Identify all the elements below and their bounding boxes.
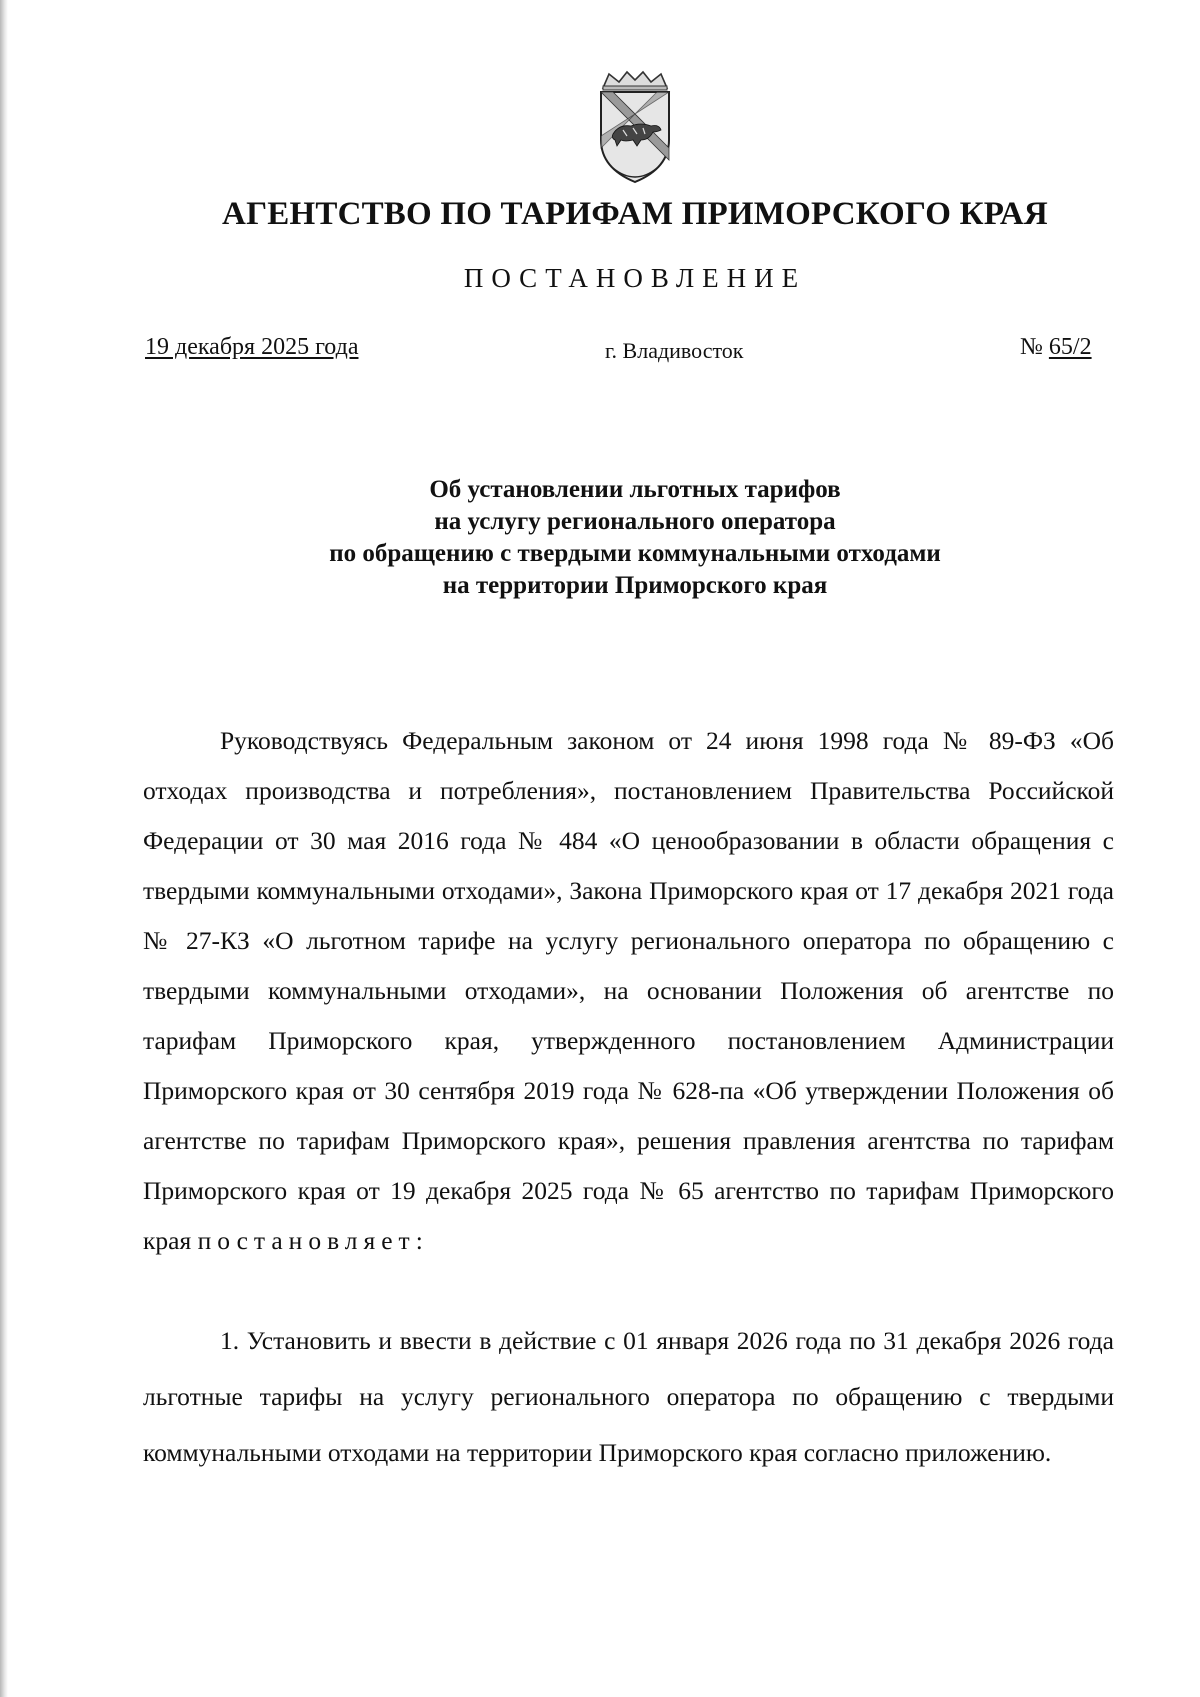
subject-line: на территории Приморского края: [442, 572, 828, 599]
organization-title: АГЕНТСТВО ПО ТАРИФАМ ПРИМОРСКОГО КРАЯ: [222, 196, 1048, 232]
document-number: [1020, 334, 1092, 361]
clause-1: 1. Установить и ввести в действие с 01 января 2026 года по 31 декабря 2026 года льготные тарифы на услугу регионального оператора по обращению с твердыми коммунальными отходами на территории Приморского края согласно приложению.: [143, 1326, 1114, 1467]
preamble-text: Руководствуясь Федеральным законом от 24 июня 1998 года № 89-ФЗ «Об отходах производства и потребления», постановлением Правительства Российской Федерации от 30 мая 2016 года № 484 «О ценообразовании в области обращения с твердыми коммунальными отходами», Закона Приморского края от 17 декабря 2021 года № 27-КЗ «О льготном тарифе на услугу регионального оператора по обращению с твердыми коммунальными отходами», на основании Положения об агентстве по тарифам Приморского края, утвержденного постановлением Администрации Приморского края от 30 сентября 2019 года № 628-па «Об утверждении Положения об агентстве по тарифам Приморского края», решения правления агентства по тарифам Приморского края от 19 декабря 2025 года № 65 агентство по тарифам Приморского края: [143, 726, 1114, 1255]
subject-line: на услугу регионального оператора: [434, 508, 836, 535]
document-type-heading: ПОСТАНОВЛЕНИЕ: [463, 263, 807, 293]
scan-edge-shadow: [0, 0, 8, 1697]
document-date: 19 декабря 2025 года: [145, 334, 359, 360]
preamble-paragraph: [143, 716, 1114, 1266]
subject-line: Об установлении льготных тарифов: [429, 476, 841, 503]
coat-of-arms-icon: [583, 70, 687, 186]
number-value: 65/2: [1048, 334, 1092, 360]
enactment-word: постановляет:: [197, 1226, 429, 1255]
number-prefix: №: [1020, 334, 1049, 360]
document-subject: [200, 474, 1070, 602]
subject-line: по обращению с твердыми коммунальными отходами: [329, 540, 941, 567]
document-city: г. Владивосток: [605, 338, 744, 363]
